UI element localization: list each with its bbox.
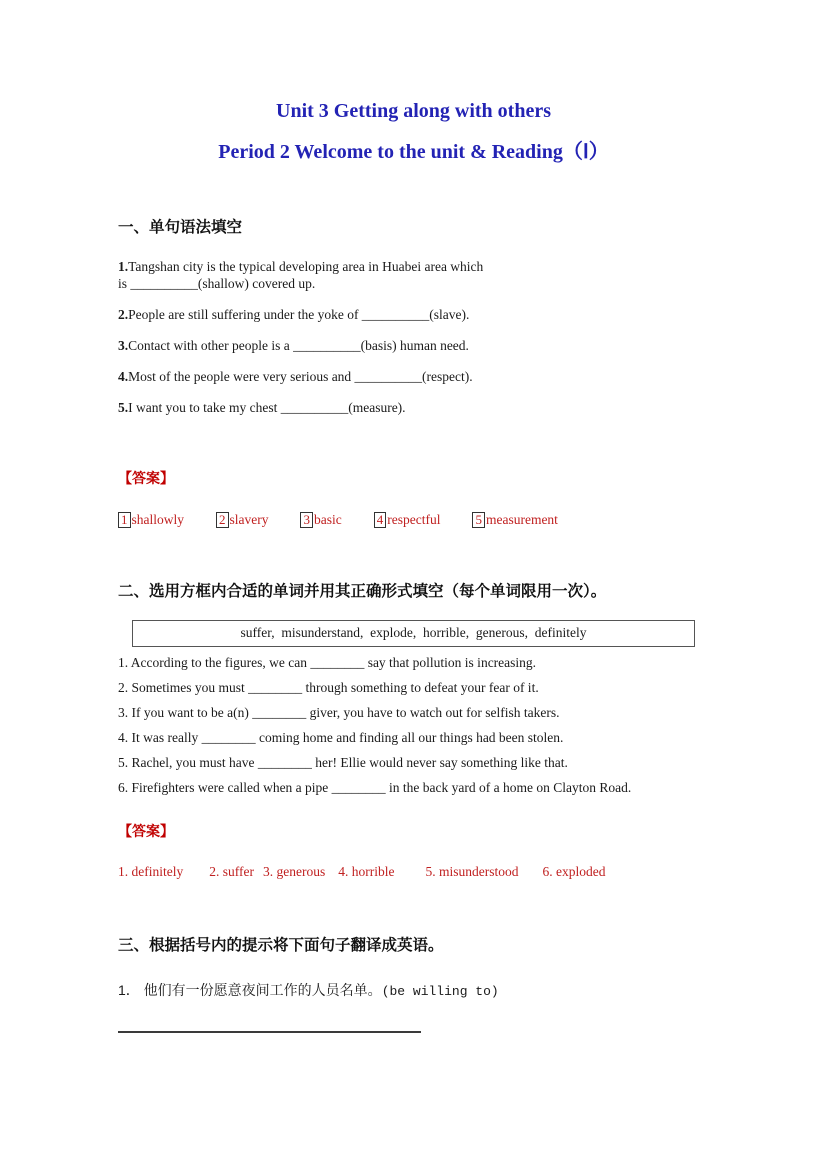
item-text: I want you to take my chest __________(measure). (128, 400, 406, 415)
item-text: Most of the people were very serious and __________(respect). (128, 369, 473, 384)
answer-entry: 4. horrible (338, 864, 395, 879)
section2-answers-label: 【答案】 (118, 823, 174, 839)
answer-word: shallowly (131, 512, 184, 527)
boxed-answer-number: 1 (118, 512, 131, 528)
section1-item-1 (118, 258, 730, 292)
document-header (0, 0, 827, 163)
item-number: 4. (118, 369, 129, 384)
section1-answers-label: 【答案】 (118, 470, 174, 486)
section1-heading: 一、单句语法填空 (118, 219, 243, 236)
translation-sentence: 1． 他们有一份愿意夜间工作的人员名单。 (118, 982, 382, 998)
section1-item-3 (118, 337, 730, 354)
section2-heading: 二、选用方框内合适的单词并用其正确形式填空（每个单词限用一次）。 (118, 583, 607, 600)
unit-title: Unit 3 Getting along with others (276, 100, 551, 122)
answer-word: measurement (485, 512, 558, 527)
answer-entry (374, 511, 441, 528)
answer-entry: 6. exploded (542, 864, 606, 879)
period-title: Period 2 Welcome to the unit & Reading（Ⅰ） (218, 141, 609, 163)
boxed-answer-number: 3 (300, 512, 313, 528)
section2-item-6: 6. Firefighters were called when a pipe ________ in the back yard of a home on Clayton Road. (118, 780, 632, 795)
section2-item-5: 5. Rachel, you must have ________ her! Ellie would never say something like that. (118, 755, 568, 770)
item-number: 3. (118, 338, 129, 353)
item-number: 1. (118, 259, 129, 274)
section2-item-1: 1. According to the figures, we can ________ say that pollution is increasing. (118, 655, 537, 670)
item-text-line2: is __________(shallow) covered up. (118, 276, 316, 291)
section3-heading: 三、根据括号内的提示将下面句子翻译成英语。 (118, 937, 444, 954)
answer-entry: 5. misunderstood (425, 864, 519, 879)
section3-item-1 (118, 981, 730, 1001)
document-body (118, 219, 730, 1033)
item-number: 2. (118, 307, 129, 322)
section1-item-4 (118, 368, 730, 385)
answer-blank-line (118, 1031, 421, 1033)
boxed-answer-number: 5 (472, 512, 485, 528)
answer-word: respectful (387, 512, 441, 527)
answer-entry (472, 511, 557, 528)
answer-entry: 1. definitely (118, 864, 184, 879)
section2-item-4: 4. It was really ________ coming home and finding all our things had been stolen. (118, 730, 564, 745)
answer-entry (300, 511, 341, 528)
item-text: People are still suffering under the yoke of __________(slave). (128, 307, 470, 322)
item-text: Tangshan city is the typical developing area in Huabei area which (128, 259, 484, 274)
answer-entry: 3. generous (262, 864, 326, 879)
boxed-answer-number: 2 (216, 512, 229, 528)
boxed-answer-number: 4 (374, 512, 387, 528)
word-bank-box: suffer, misunderstand, explode, horrible, generous, definitely (132, 620, 695, 647)
section1-item-5 (118, 399, 730, 416)
section2-item-3: 3. If you want to be a(n) ________ giver, you have to watch out for selfish takers. (118, 705, 560, 720)
section1-item-2 (118, 306, 730, 323)
answer-entry (216, 511, 268, 528)
section1-answers-row (118, 511, 730, 528)
section2-item-2: 2. Sometimes you must ________ through something to defeat your fear of it. (118, 680, 539, 695)
translation-hint: (be willing to) (381, 984, 499, 999)
section2-answers-row (118, 863, 730, 880)
answer-word: basic (313, 512, 342, 527)
item-text: Contact with other people is a __________(basis) human need. (128, 338, 469, 353)
answer-entry: 2. suffer (209, 864, 254, 879)
answer-word: slavery (229, 512, 269, 527)
answer-entry (118, 511, 184, 528)
item-number: 5. (118, 400, 129, 415)
